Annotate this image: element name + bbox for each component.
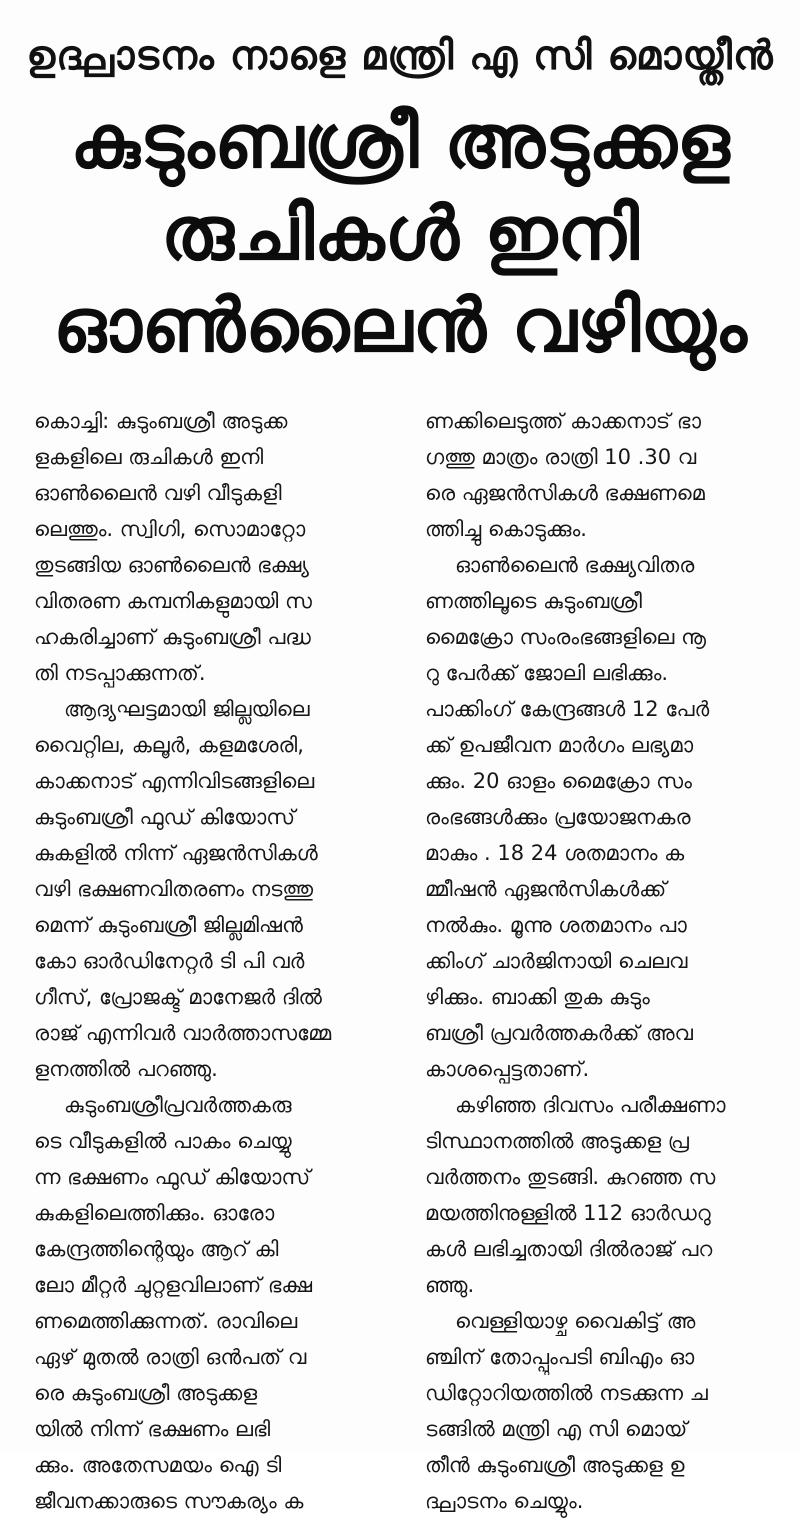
kicker-headline: ഉദ്ഘാടനം നാളെ മന്ത്രി എ സി മൊയ്തീൻ (26, 33, 774, 79)
article-line: രെ ഏജൻസികൾ ഭക്ഷണമെ (425, 481, 705, 505)
article-line: തി നടപ്പാക്കുന്നത്. (34, 661, 206, 685)
article-line: കാശപ്പെട്ടതാണ്. (425, 1057, 590, 1081)
article-line: തീൻ കുടുംബശ്രീ അടുക്കള ഉ (425, 1453, 685, 1477)
article-line: ഏഴ് മുതൽ രാത്രി ഒൻപത് വ (34, 1345, 307, 1369)
article-line: ളനത്തിൽ പറഞ്ഞു. (34, 1057, 218, 1081)
article-line: വഴി ഭക്ഷണവിതരണം നടത്തു (34, 877, 314, 901)
article-line: കേന്ദ്രത്തിന്റെയും ആറ് കി (34, 1237, 279, 1261)
article-line: ണക്കിലെടുത്ത് കാക്കനാട് ഭാ (425, 409, 701, 433)
article-line: ആദ്യഘട്ടമായി ജില്ലയിലെ (64, 697, 310, 721)
article-line: ന്ന ഭക്ഷണം ഫുഡ് കിയോസ് (34, 1165, 311, 1189)
article-line: ലോ മീറ്റർ ചുറ്റളവിലാണ് ഭക്ഷ (34, 1273, 313, 1297)
article-line: കാക്കനാട് എന്നിവിടങ്ങളിലെ (34, 769, 315, 793)
article-line: ടെ വീടുകളിൽ പാകം ചെയ്യു (34, 1129, 292, 1153)
article-line: ഞ്ചിന് തോപ്പുംപടി ബിഎം ഓ (425, 1345, 695, 1369)
article-line: കൾ ലഭിച്ചതായി ദിൽരാജ് പറ (425, 1237, 713, 1261)
article-line: മൈക്രോ സംരംഭങ്ങളിലെ നൂ (425, 625, 706, 649)
article-line: ക്കും. അതേസമയം ഐ ടി (34, 1453, 282, 1477)
article-line: മാകും . 18 24 ശതമാനം ക (425, 841, 685, 865)
article-line: വൈറ്റില, കലൂർ, കളമശേരി, (34, 733, 304, 757)
article-line: യിൽ നിന്ന് ഭക്ഷണം ലഭി (34, 1417, 271, 1441)
article-line: വിതരണ കമ്പനികളുമായി സ (34, 589, 312, 613)
article-line: ഗത്തു മാത്രം രാത്രി 10 .30 വ (425, 445, 697, 469)
article-line: റു പേർക്ക് ജോലി ലഭിക്കും. (425, 661, 669, 685)
article-line: ക്കിംഗ് ചാർജിനായി ചെലവ (425, 949, 688, 973)
article-line: തുടങ്ങിയ ഓൺലൈൻ ഭക്ഷ്യ (34, 553, 309, 577)
article-line: ജീവനക്കാരുടെ സൗകര്യം ക (34, 1489, 304, 1513)
article-line: ലെത്തും. സ്വിഗി, സൊമാറ്റോ (34, 517, 306, 541)
article-line: കോ ഓർഡിനേറ്റർ ടി പി വർ (34, 949, 305, 973)
article-line: ദ്ഘാടനം ചെയ്യും. (425, 1489, 584, 1513)
article-line: കൊച്ചി: കുടുംബശ്രീ അടുക്ക (34, 409, 288, 433)
article-line: മെന്ന് കുടുംബശ്രീ ജില്ലമിഷൻ (34, 913, 303, 937)
article-line: പാക്കിംഗ് കേന്ദ്രങ്ങൾ 12 പേർ (425, 697, 710, 721)
article-line: കുടുംബശ്രീ ഫുഡ് കിയോസ് (34, 805, 296, 829)
article-column-right (425, 403, 793, 1519)
article-line: ഴിക്കും. ബാക്കി തുക കുടും (425, 985, 650, 1009)
article-line: കഴിഞ്ഞ ദിവസം പരീക്ഷണാ (455, 1093, 726, 1117)
article-line: ളകളിലെ രുചികൾ ഇനി (34, 445, 264, 469)
article-line: ഡിറ്റോറിയത്തിൽ നടക്കുന്ന ച (425, 1381, 708, 1405)
article-line: ത്തിച്ചു കൊടുക്കും. (425, 517, 587, 541)
article-line: ക്കും. 20 ഓളം മൈക്രോ സം (425, 769, 692, 793)
article-line: മയത്തിനുള്ളിൽ 112 ഓർഡറു (425, 1201, 711, 1225)
article-line: ഞ്ഞു. (425, 1273, 475, 1297)
article-line: വെള്ളിയാഴ്ച വൈകിട്ട് അ (455, 1309, 696, 1333)
main-headline (0, 96, 800, 372)
article-line: നൽകും. മൂന്നു ശതമാനം പാ (425, 913, 687, 937)
headline-line: രുചികൾ ഇനി (161, 191, 639, 277)
article-line: രാജ് എന്നിവർ വാർത്താസമ്മേ (34, 1021, 332, 1045)
article-line: ടങ്ങിൽ മന്ത്രി എ സി മൊയ് (425, 1417, 688, 1441)
article-line: ഓൺലൈൻ ഭക്ഷ്യവിതര (455, 553, 695, 577)
article-line: മ്മീഷൻ ഏജൻസികൾക്ക് (425, 877, 667, 901)
article-line: കുകളിൽ നിന്ന് ഏജൻസികൾ (34, 841, 318, 865)
article-line: വർത്തനം തുടങ്ങി. കുറഞ്ഞ സ (425, 1165, 716, 1189)
article-line: ഗീസ്, പ്രോജക്ട് മാനേജർ ദിൽ (34, 985, 322, 1009)
article-line: ഹകരിച്ചാണ് കുടുംബശ്രീ പദ്ധ (34, 625, 311, 649)
article-column-left (34, 403, 402, 1519)
article-line: ഓൺലൈൻ വഴി വീടുകളി (34, 481, 282, 505)
headline-line: ഓൺലൈൻ വഴിയും (53, 283, 747, 369)
article-line: ണമെത്തിക്കുന്നത്. രാവിലെ (34, 1309, 298, 1333)
article-line: കുടുംബശ്രീപ്രവർത്തകരു (64, 1093, 292, 1117)
article-line: ബശ്രീ പ്രവർത്തകർക്ക് അവ (425, 1021, 693, 1045)
article-line: രെ കുടുംബശ്രീ അടുക്കള (34, 1381, 258, 1405)
article-line: ണത്തിലൂടെ കുടുംബശ്രീ (425, 589, 642, 613)
article-line: കുകളിലെത്തിക്കും. ഓരോ (34, 1201, 275, 1225)
article-line: ടിസ്ഥാനത്തിൽ അടുക്കള പ്ര (425, 1129, 689, 1153)
article-line: ക്ക് ഉപജീവന മാർഗം ലഭ്യമാ (425, 733, 694, 757)
article-line: രംഭങ്ങൾക്കും പ്രയോജനകര (425, 805, 691, 829)
headline-line: കുടുംബശ്രീ അടുക്കള (70, 99, 730, 185)
